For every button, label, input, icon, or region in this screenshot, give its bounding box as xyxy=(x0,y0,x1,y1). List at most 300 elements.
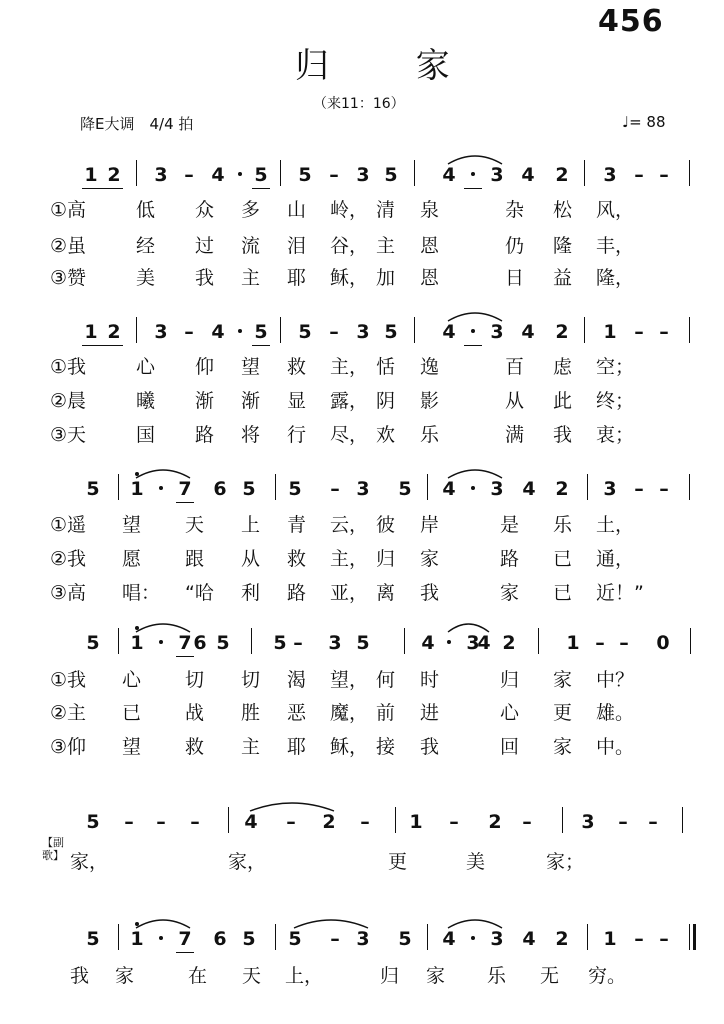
lyric-word: 乐 xyxy=(487,965,507,987)
lyric-word: 望 xyxy=(122,736,142,758)
lyric-word: 归 xyxy=(376,548,396,570)
lyric-word: 利 xyxy=(241,582,261,604)
lyric-word: 望 xyxy=(122,514,142,536)
augmentation-dot xyxy=(238,329,242,333)
lyric-word: 中。 xyxy=(596,736,635,758)
note: 5 xyxy=(384,164,398,186)
barline xyxy=(280,317,281,343)
lyric-word: 通， xyxy=(596,548,635,570)
tie-slur xyxy=(446,914,504,930)
lyric-word: 仰 xyxy=(195,356,215,378)
barline xyxy=(538,628,539,654)
lyric-word: 影 xyxy=(420,390,440,412)
lyric-word: 渴 xyxy=(287,669,307,691)
lyric-word: 稣， xyxy=(330,267,369,289)
scripture-reference: （来11：16） xyxy=(313,96,405,112)
note: 4 xyxy=(521,321,535,343)
lyric-word: 我 xyxy=(553,424,573,446)
lyric-word: 多 xyxy=(241,199,261,221)
note: 4 xyxy=(522,928,536,950)
note: 3 xyxy=(154,164,168,186)
lyric-word: 风， xyxy=(596,199,635,221)
lyric-word: ①我 xyxy=(50,669,87,691)
lyric-word: 低 xyxy=(136,199,156,221)
lyric-word: 益 xyxy=(553,267,573,289)
note: – xyxy=(329,321,339,343)
lyric-word: 亚， xyxy=(330,582,369,604)
note: 1 xyxy=(130,928,144,950)
lyric-word: 日 xyxy=(505,267,525,289)
lyric-word: 仍 xyxy=(505,235,525,257)
barline xyxy=(682,807,683,833)
lyric-word: 耶 xyxy=(287,267,307,289)
lyric-word: 乐 xyxy=(553,514,573,536)
lyric-word: ①高 xyxy=(50,199,87,221)
note: 3 xyxy=(603,478,617,500)
barline xyxy=(118,474,119,500)
lyric-word: 上， xyxy=(285,965,324,987)
note: 5 xyxy=(86,632,100,654)
lyric-word: 稣， xyxy=(330,736,369,758)
note: 5 xyxy=(254,321,268,343)
barline xyxy=(587,924,588,950)
augmentation-dot xyxy=(471,936,475,940)
lyric-word: 经 xyxy=(136,235,156,257)
lyric-word: 更 xyxy=(388,851,408,873)
note: 4 xyxy=(244,811,258,833)
lyric-word: 救 xyxy=(185,736,205,758)
lyric-word: 家 xyxy=(426,965,446,987)
lyric-word: 乐 xyxy=(420,424,440,446)
note: – xyxy=(659,478,669,500)
note: 4 xyxy=(522,478,536,500)
note: 5 xyxy=(242,928,256,950)
tie-slur xyxy=(446,307,504,323)
lyric-word: 路 xyxy=(500,548,520,570)
note: 6 xyxy=(213,478,227,500)
lyric-word: 丰， xyxy=(596,235,635,257)
tie-slur xyxy=(292,914,370,930)
note: 1 xyxy=(603,928,617,950)
underline-beam xyxy=(176,656,194,657)
lyric-word: 家 xyxy=(420,548,440,570)
lyric-word: ③高 xyxy=(50,582,87,604)
key-time-signature: 降E大调 4/4 拍 xyxy=(80,115,194,133)
lyric-word: 谷， xyxy=(330,235,369,257)
barline xyxy=(136,317,137,343)
lyric-word: 跟 xyxy=(185,548,205,570)
note: 3 xyxy=(490,928,504,950)
barline xyxy=(404,628,405,654)
lyric-word: 归 xyxy=(380,965,400,987)
barline xyxy=(584,160,585,186)
lyric-word: 主， xyxy=(330,356,369,378)
note: 2 xyxy=(322,811,336,833)
note: 3 xyxy=(328,632,342,654)
note: 4 xyxy=(442,321,456,343)
note: 6 xyxy=(213,928,227,950)
lyric-word: 离 xyxy=(376,582,396,604)
lyric-word: 归 xyxy=(500,669,520,691)
note: 5 xyxy=(288,928,302,950)
underline-beam xyxy=(82,345,123,346)
note: – xyxy=(184,321,194,343)
lyric-word: 回 xyxy=(500,736,520,758)
lyric-word: 渐 xyxy=(195,390,215,412)
note: 3 xyxy=(490,321,504,343)
lyric-word: 战 xyxy=(185,702,205,724)
note: – xyxy=(634,321,644,343)
lyric-word: 彼 xyxy=(376,514,396,536)
lyric-word: 望 xyxy=(241,356,261,378)
underline-beam xyxy=(252,345,270,346)
lyric-word: 天 xyxy=(185,514,205,536)
underline-beam xyxy=(176,502,194,503)
note: 5 xyxy=(288,478,302,500)
lyric-word: 国 xyxy=(136,424,156,446)
note: 3 xyxy=(356,164,370,186)
tie-slur xyxy=(134,914,192,930)
note: 5 xyxy=(86,478,100,500)
augmentation-dot xyxy=(159,936,163,940)
lyric-word: ②晨 xyxy=(50,390,87,412)
note: 1 xyxy=(84,164,98,186)
barline xyxy=(118,628,119,654)
lyric-word: 土， xyxy=(596,514,635,536)
note: – xyxy=(659,164,669,186)
lyric-word: 上 xyxy=(241,514,261,536)
lyric-word: 时 xyxy=(420,669,440,691)
lyric-word: 青 xyxy=(287,514,307,536)
note: 5 xyxy=(298,164,312,186)
barline xyxy=(275,924,276,950)
augmentation-dot xyxy=(471,329,475,333)
lyric-word: 恬 xyxy=(376,356,396,378)
lyric-word: ②我 xyxy=(50,548,87,570)
lyric-word: 满 xyxy=(505,424,525,446)
barline xyxy=(689,474,690,500)
lyric-word: 我 xyxy=(420,582,440,604)
lyric-word: 近！” xyxy=(596,582,644,604)
note: 5 xyxy=(298,321,312,343)
lyric-word: 空； xyxy=(596,356,635,378)
lyric-word: 从 xyxy=(241,548,261,570)
note: – xyxy=(329,164,339,186)
lyric-word: 岸 xyxy=(420,514,440,536)
note: – xyxy=(634,164,644,186)
underline-beam xyxy=(464,345,482,346)
note: 5 xyxy=(273,632,287,654)
lyric-word: 泪 xyxy=(287,235,307,257)
lyric-word: 山 xyxy=(287,199,307,221)
lyric-word: 家， xyxy=(228,851,267,873)
note: 2 xyxy=(107,164,121,186)
lyric-word: 切 xyxy=(185,669,205,691)
note: 5 xyxy=(398,478,412,500)
note: – xyxy=(330,478,340,500)
note: – xyxy=(659,928,669,950)
lyric-word: ③天 xyxy=(50,424,87,446)
note: 5 xyxy=(356,632,370,654)
note: 0 xyxy=(656,632,670,654)
lyric-word: 行 xyxy=(287,424,307,446)
lyric-word: 在 xyxy=(188,965,208,987)
note: 4 xyxy=(442,478,456,500)
lyric-word: 胜 xyxy=(241,702,261,724)
note: – xyxy=(595,632,605,654)
barline xyxy=(251,628,252,654)
note: 6 xyxy=(193,632,207,654)
lyric-word: 岭， xyxy=(330,199,369,221)
lyric-word: 美 xyxy=(466,851,486,873)
lyric-word: 主 xyxy=(241,267,261,289)
tie-slur xyxy=(248,797,336,813)
lyric-word: 虑 xyxy=(553,356,573,378)
lyric-word: 是 xyxy=(500,514,520,536)
lyric-word: 我 xyxy=(420,736,440,758)
note: 3 xyxy=(466,632,480,654)
lyric-word: 美 xyxy=(136,267,156,289)
lyric-word: 家 xyxy=(115,965,135,987)
lyric-word: 众 xyxy=(195,199,215,221)
augmentation-dot xyxy=(471,486,475,490)
lyric-word: 主， xyxy=(330,548,369,570)
refrain-label: 【副歌】 xyxy=(42,836,64,862)
lyric-word: 救 xyxy=(287,356,307,378)
lyric-word: 家 xyxy=(553,736,573,758)
lyric-word: 望， xyxy=(330,669,369,691)
lyric-word: 已 xyxy=(553,582,573,604)
note: 3 xyxy=(581,811,595,833)
note: – xyxy=(184,164,194,186)
note: 2 xyxy=(488,811,502,833)
note: – xyxy=(659,321,669,343)
note: 1 xyxy=(130,632,144,654)
barline xyxy=(275,474,276,500)
lyric-word: 渐 xyxy=(241,390,261,412)
lyric-word: 家， xyxy=(70,851,109,873)
lyric-word: 百 xyxy=(505,356,525,378)
lyric-word: 心 xyxy=(122,669,142,691)
lyric-word: 清 xyxy=(376,199,396,221)
lyric-word: 穷。 xyxy=(588,965,627,987)
note: 5 xyxy=(384,321,398,343)
tie-slur xyxy=(134,618,192,634)
note: 4 xyxy=(442,928,456,950)
note: 1 xyxy=(130,478,144,500)
lyric-word: 心 xyxy=(136,356,156,378)
lyric-word: 已 xyxy=(553,548,573,570)
note: 4 xyxy=(421,632,435,654)
note: – xyxy=(634,478,644,500)
underline-beam xyxy=(252,188,270,189)
augmentation-dot xyxy=(447,640,451,644)
note: 1 xyxy=(409,811,423,833)
lyric-word: 接 xyxy=(376,736,396,758)
note: 3 xyxy=(490,164,504,186)
note: – xyxy=(330,928,340,950)
lyric-word: 更 xyxy=(553,702,573,724)
lyric-word: 过 xyxy=(195,235,215,257)
lyric-word: 天 xyxy=(242,965,262,987)
note: 5 xyxy=(86,928,100,950)
tie-slur xyxy=(446,618,491,634)
note: 4 xyxy=(211,321,225,343)
note: 5 xyxy=(86,811,100,833)
note: – xyxy=(286,811,296,833)
note: 2 xyxy=(107,321,121,343)
lyric-word: 中？ xyxy=(596,669,635,691)
lyric-word: ③仰 xyxy=(50,736,87,758)
note: 7 xyxy=(178,928,192,950)
barline xyxy=(584,317,585,343)
note: – xyxy=(618,811,628,833)
barline xyxy=(280,160,281,186)
note: 4 xyxy=(442,164,456,186)
lyric-word: 路 xyxy=(195,424,215,446)
lyric-word: 逸 xyxy=(420,356,440,378)
note: – xyxy=(156,811,166,833)
lyric-word: 此 xyxy=(553,390,573,412)
lyric-word: “哈 xyxy=(185,582,214,604)
note: 2 xyxy=(555,164,569,186)
barline xyxy=(414,160,415,186)
barline xyxy=(414,317,415,343)
note: 1 xyxy=(603,321,617,343)
underline-beam xyxy=(176,952,194,953)
lyric-word: 露， xyxy=(330,390,369,412)
note: 2 xyxy=(555,928,569,950)
note: 3 xyxy=(356,478,370,500)
lyric-word: 曦 xyxy=(136,390,156,412)
tie-slur xyxy=(446,150,504,166)
barline xyxy=(689,317,690,343)
lyric-word: ①遥 xyxy=(50,514,87,536)
page-title: 归 家 xyxy=(295,46,488,86)
lyric-word: 主 xyxy=(241,736,261,758)
note: – xyxy=(190,811,200,833)
lyric-word: 进 xyxy=(420,702,440,724)
note: 5 xyxy=(398,928,412,950)
note: 1 xyxy=(566,632,580,654)
note: – xyxy=(522,811,532,833)
note: 3 xyxy=(603,164,617,186)
note: – xyxy=(293,632,303,654)
note: 1 xyxy=(84,321,98,343)
lyric-word: 欢 xyxy=(376,424,396,446)
lyric-word: 救 xyxy=(287,548,307,570)
lyric-word: 云， xyxy=(330,514,369,536)
lyric-word: 我 xyxy=(195,267,215,289)
augmentation-dot xyxy=(159,640,163,644)
lyric-word: ①我 xyxy=(50,356,87,378)
barline xyxy=(427,474,428,500)
note: 5 xyxy=(216,632,230,654)
lyric-word: ②虽 xyxy=(50,235,87,257)
lyric-word: 已 xyxy=(122,702,142,724)
lyric-word: 恩 xyxy=(420,235,440,257)
lyric-word: 唱： xyxy=(122,582,161,604)
lyric-word: 主 xyxy=(376,235,396,257)
lyric-word: 显 xyxy=(287,390,307,412)
augmentation-dot xyxy=(471,172,475,176)
tie-slur xyxy=(446,464,504,480)
barline xyxy=(136,160,137,186)
lyric-word: 切 xyxy=(241,669,261,691)
lyric-word: 家 xyxy=(500,582,520,604)
note: 3 xyxy=(356,928,370,950)
lyric-word: 隆， xyxy=(596,267,635,289)
note: 5 xyxy=(242,478,256,500)
lyric-word: 流 xyxy=(241,235,261,257)
note: – xyxy=(634,928,644,950)
barline xyxy=(689,924,696,950)
lyric-word: 无 xyxy=(540,965,560,987)
barline xyxy=(427,924,428,950)
lyric-word: 路 xyxy=(287,582,307,604)
lyric-word: 愿 xyxy=(122,548,142,570)
note: – xyxy=(648,811,658,833)
note: 4 xyxy=(211,164,225,186)
note: 3 xyxy=(356,321,370,343)
lyric-word: 家； xyxy=(546,851,585,873)
note: 7 xyxy=(178,632,192,654)
barline xyxy=(587,474,588,500)
lyric-word: 恩 xyxy=(420,267,440,289)
lyric-word: 松 xyxy=(553,199,573,221)
note: – xyxy=(449,811,459,833)
lyric-word: 将 xyxy=(241,424,261,446)
lyric-word: 恶 xyxy=(287,702,307,724)
lyric-word: 尽， xyxy=(330,424,369,446)
note: – xyxy=(360,811,370,833)
lyric-word: 心 xyxy=(500,702,520,724)
lyric-word: 我 xyxy=(70,965,90,987)
lyric-word: 魔， xyxy=(330,702,369,724)
lyric-word: 耶 xyxy=(287,736,307,758)
barline xyxy=(118,924,119,950)
hymn-number: 456 xyxy=(598,4,664,39)
note: 5 xyxy=(254,164,268,186)
lyric-word: 泉 xyxy=(420,199,440,221)
note: 7 xyxy=(178,478,192,500)
lyric-word: 隆 xyxy=(553,235,573,257)
lyric-word: 从 xyxy=(505,390,525,412)
lyric-word: 衷； xyxy=(596,424,635,446)
note: 2 xyxy=(502,632,516,654)
lyric-word: 家 xyxy=(553,669,573,691)
lyric-word: 终； xyxy=(596,390,635,412)
note: 3 xyxy=(490,478,504,500)
lyric-word: 雄。 xyxy=(596,702,635,724)
note: 2 xyxy=(555,321,569,343)
barline xyxy=(395,807,396,833)
note: 4 xyxy=(521,164,535,186)
underline-beam xyxy=(464,188,482,189)
lyric-word: 阴 xyxy=(376,390,396,412)
barline xyxy=(690,628,691,654)
note: 2 xyxy=(555,478,569,500)
lyric-word: 加 xyxy=(376,267,396,289)
barline xyxy=(228,807,229,833)
augmentation-dot xyxy=(159,486,163,490)
note: – xyxy=(124,811,134,833)
lyric-word: 何 xyxy=(376,669,396,691)
lyric-word: ③赞 xyxy=(50,267,87,289)
tempo-marking: ♩= 88 xyxy=(622,113,666,131)
note: – xyxy=(619,632,629,654)
note: 3 xyxy=(154,321,168,343)
